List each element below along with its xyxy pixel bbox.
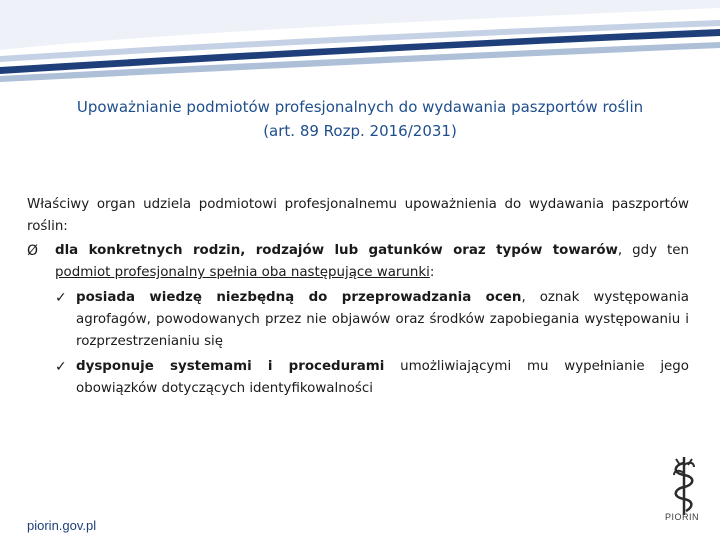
- sub-1-bold: posiada wiedzę niezbędną do przeprowadzania ocen: [76, 290, 522, 305]
- content-body: [27, 194, 689, 400]
- sub-1-text: , oznak występowania agrofagów, powodowanych przez nie objawów oraz środków zapobiegania występowaniu i rozprzestrzenianiu się: [76, 290, 690, 349]
- check-bullet-icon: ✓: [55, 359, 67, 375]
- bullet-1-text-b: :: [429, 265, 435, 280]
- check-bullet-icon: ✓: [55, 290, 67, 306]
- sub-item-2: [27, 356, 689, 400]
- page-title: [20, 95, 700, 143]
- sub-2-bold: dysponuje systemami i procedurami: [76, 359, 385, 374]
- logo-text: PIORIN: [665, 512, 700, 522]
- intro-paragraph: Właściwy organ udziela podmiotowi profesjonalnemu upoważnienia do wydawania paszportów roślin:: [27, 197, 689, 234]
- title-line-1: Upoważnianie podmiotów profesjonalnych do wydawania paszportów roślin: [76, 98, 644, 116]
- title-line-2: (art. 89 Rozp. 2016/2031): [263, 122, 457, 140]
- bullet-1-text-a: , gdy ten: [617, 243, 689, 258]
- sub-2-text: umożliwiającymi mu wypełnianie jego obowiązków dotyczących identyfikowalności: [76, 359, 689, 396]
- bullet-item-1: [27, 240, 689, 284]
- sub-item-1: [27, 287, 689, 353]
- footer-url[interactable]: piorin.gov.pl: [27, 518, 97, 533]
- bullet-1-underlined: podmiot profesjonalny spełnia oba następujące warunki: [55, 265, 430, 280]
- header-decoration: [0, 0, 720, 90]
- bullet-1-bold: dla konkretnych rodzin, rodzajów lub gatunków oraz typów towarów: [55, 243, 618, 258]
- arrow-bullet-icon: Ø: [27, 243, 39, 259]
